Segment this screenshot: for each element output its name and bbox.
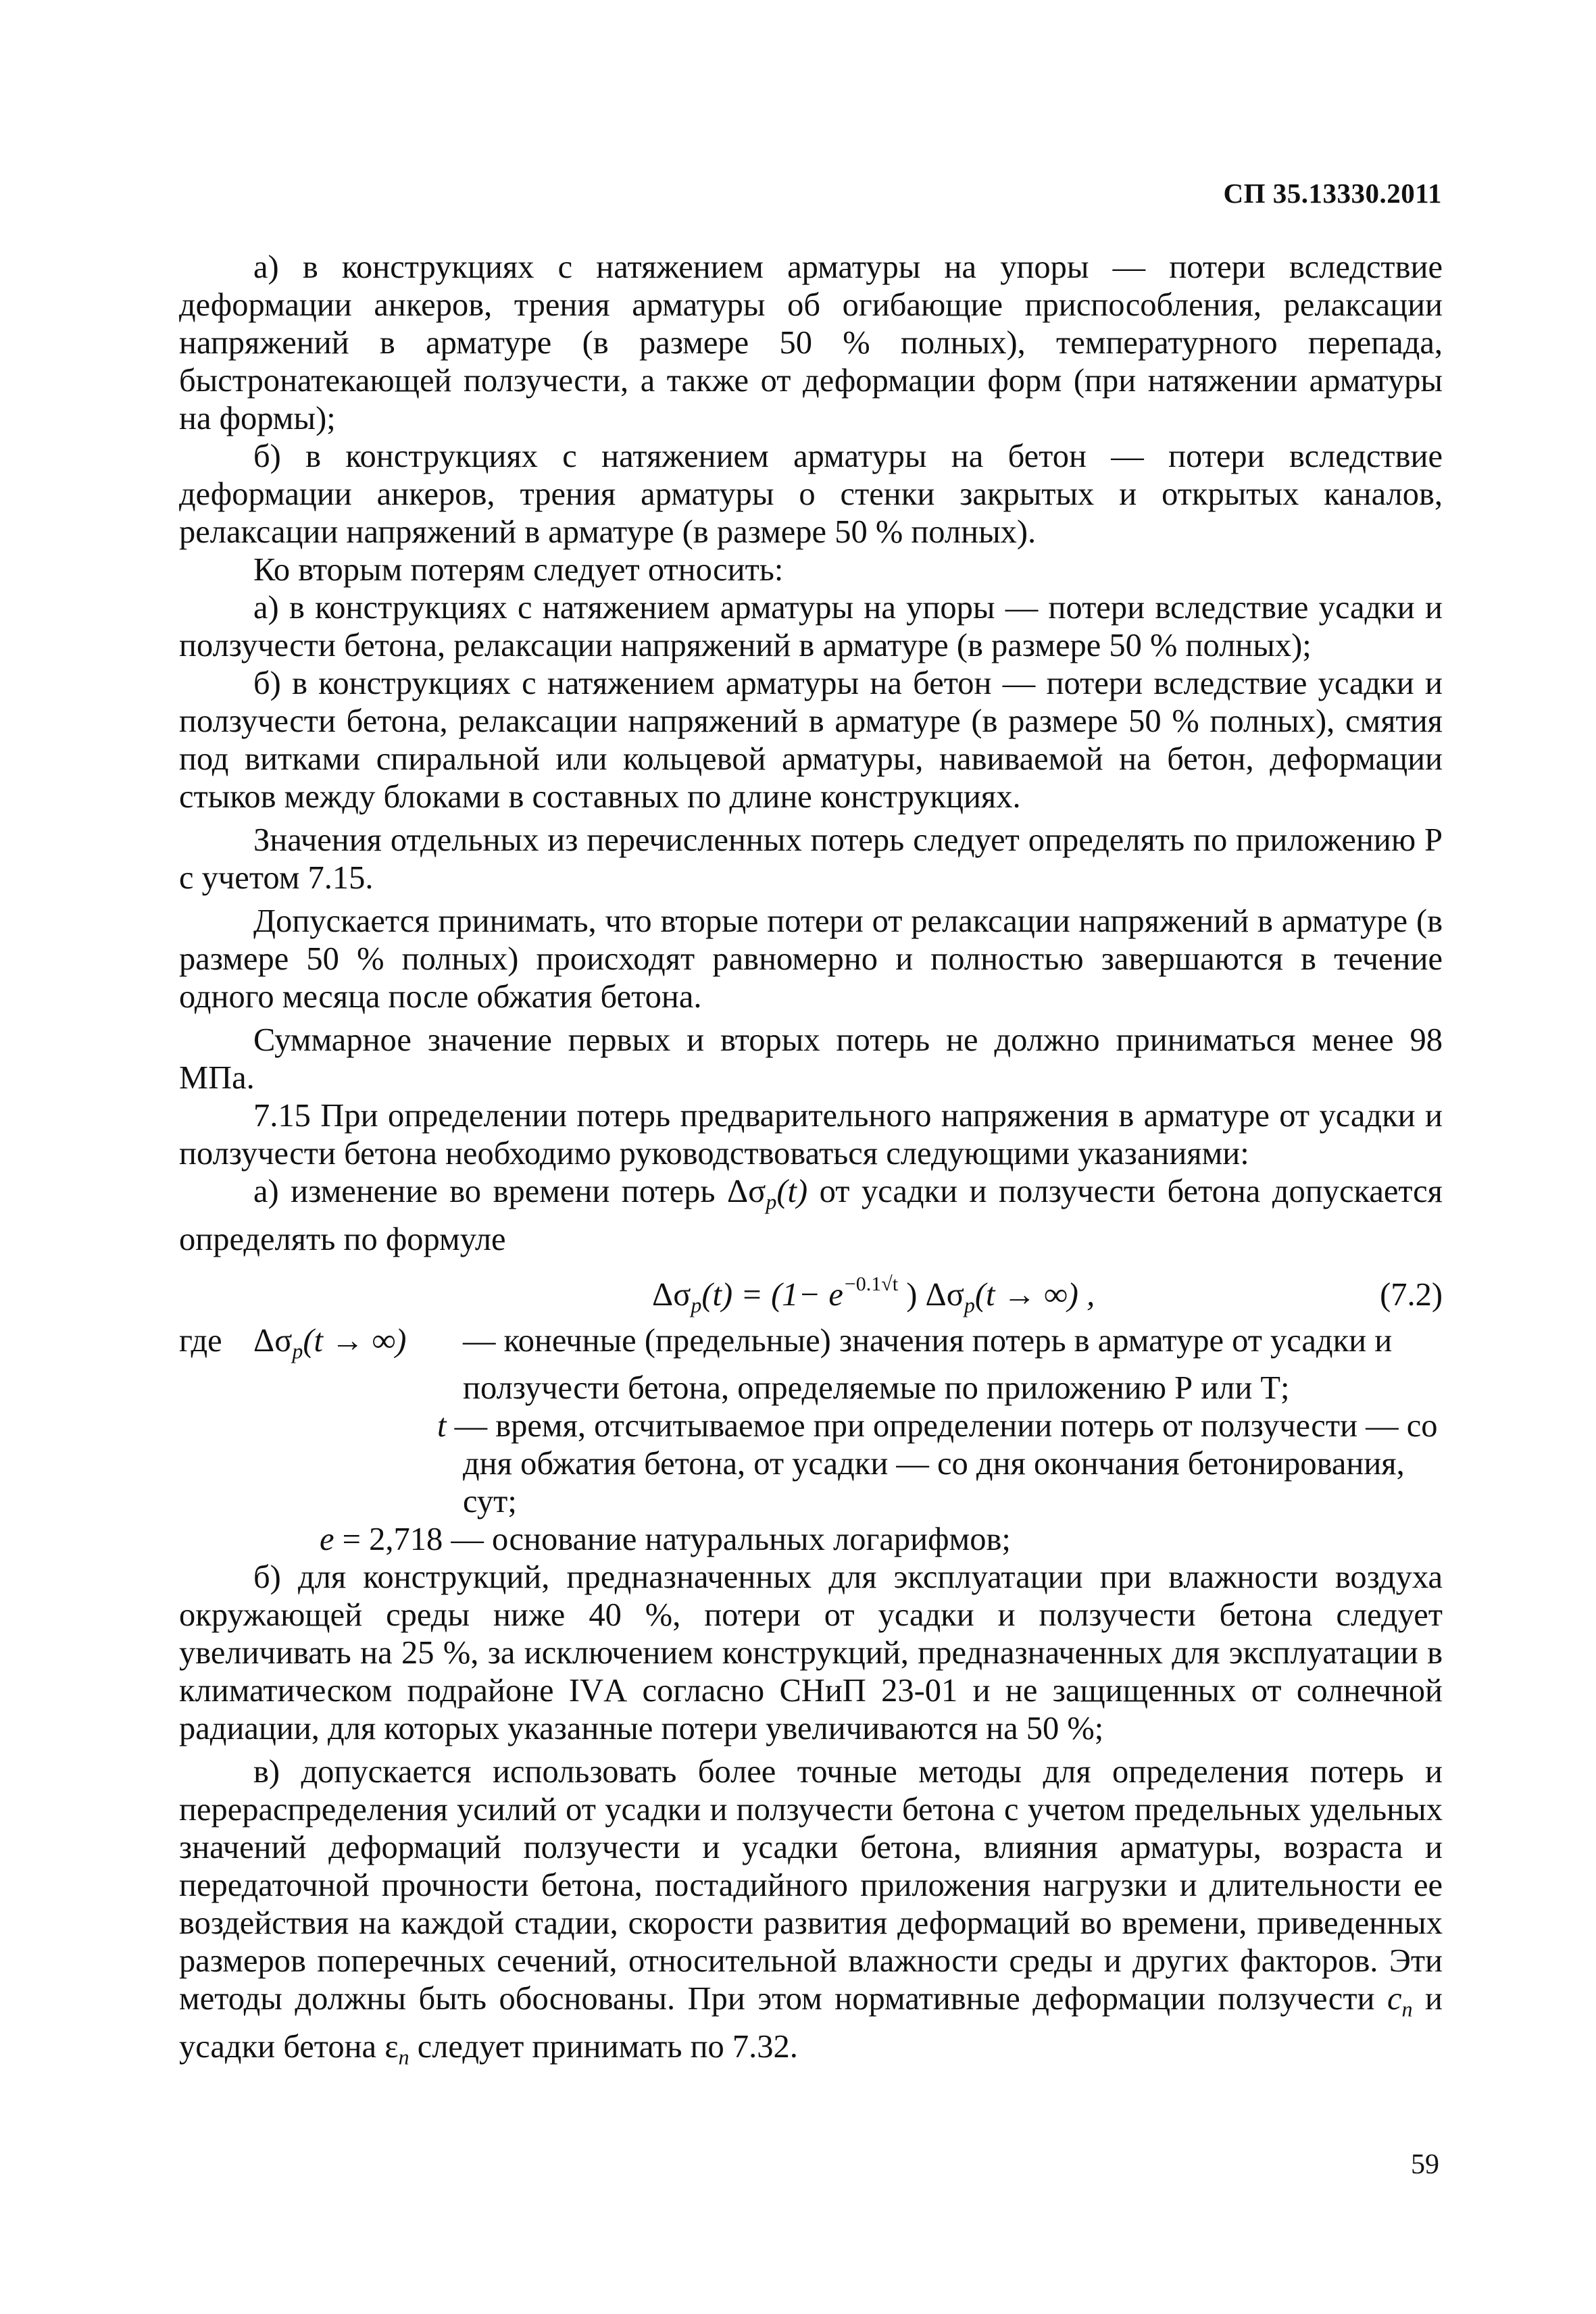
document-body (179, 249, 1443, 2076)
paragraph: б) в конструкциях с натяжением арматуры на бетон — потери вследствие усадки и ползучести бетона, релаксации напряжений в арматуре (в размере 50 % полных), смятия под витками спиральной или кольцевой арматуры, навиваемой на бетон, деформации стыков между блоками в составных по длине конструкциях. (179, 665, 1443, 815)
paragraph: б) для конструкций, предназначенных для эксплуатации при влажности воздуха окружающей среды ниже 40 %, потери от усадки и ползучести бетона следует увеличивать на 25 %, за исключением конструкций, предназначенных для эксплуатации в климатическом подрайоне IVА согласно СНиП 23-01 и не защищенных от солнечной радиации, для которых указанные потери увеличиваются на 50 %; (179, 1559, 1443, 1747)
paragraph: Суммарное значение первых и вторых потерь не должно приниматься менее 98 МПа. (179, 1022, 1443, 1096)
paragraph: в) допускается использовать более точные методы для определения потерь и перераспределения усилий от усадки и ползучести бетона с учетом предельных удельных значений деформаций ползучести и усадки бетона, влияния арматуры, возраста и передаточной прочности бетона, постадийного приложения нагрузки и длительности ее воздействия на каждой стадии, скорости развития деформаций во времени, приведенных размеров поперечных сечений, относительной влажности среды и других факторов. Эти методы должны быть обоснованы. При этом нормативные деформации ползучести $c_n$ и усадки бетона $\varepsilon_n$ следует принимать по 7.32. (179, 1754, 1443, 2069)
definition-item: t — время, отсчитываемое при определении потерь от ползучести — со (437, 1408, 1438, 1444)
definition-continuation: дня обжатия бетона, от усадки — со дня окончания бетонирования, сут; (463, 1446, 1405, 1520)
paragraph-formula-intro: а) изменение во времени потерь $\Delta\sigma_p(t)$ от усадки и ползучести бетона допускается определять по формуле (179, 1174, 1443, 1257)
paragraph: а) в конструкциях с натяжением арматуры на упоры — потери вследствие деформации анкеров, трения арматуры об огибающие приспособления, релаксации напряжений в арматуре (в размере 50 % полных), температурного перепада, быстронатекающей ползучести, а также от деформации форм (при натяжении арматуры на формы); (179, 249, 1443, 436)
formula-exponent: −0.1√t (844, 1272, 899, 1295)
paragraph: Допускается принимать, что вторые потери от релаксации напряжений в арматуре (в размере 50 % полных) происходят равномерно и полностью завершаются в течение одного месяца после обжатия бетона. (179, 903, 1443, 1015)
definition-continuation: ползучести бетона, определяемые по приложению Р или Т; (463, 1370, 1290, 1407)
document-code: СП 35.13330.2011 (1223, 178, 1442, 209)
paragraph: Значения отдельных из перечисленных потерь следует определять по приложению Р с учетом 7.15. (179, 822, 1443, 896)
formula-7-2: $\Delta\sigma_p(t) = (1- e^{-0.1√t}$ ) $\Delta\sigma_p(t$ → ∞) , (652, 1272, 1095, 1317)
definition-item: e = 2,718 — основание натуральных логарифмов; (320, 1521, 1011, 1558)
paragraph: 7.15 При определении потерь предварительного напряжения в арматуре от усадки и ползучести бетона необходимо руководствоваться следующими указаниями: (179, 1098, 1443, 1172)
page-number: 59 (1411, 2149, 1439, 2180)
paragraph: Ко вторым потерям следует относить: (253, 552, 784, 588)
paragraph: а) в конструкциях с натяжением арматуры на упоры — потери вследствие усадки и ползучести бетона, релаксации напряжений в арматуре (в размере 50 % полных); (179, 590, 1443, 663)
equation-number: (7.2) (1380, 1276, 1443, 1313)
definitions-list (179, 1322, 1443, 1559)
paragraph: б) в конструкциях с натяжением арматуры на бетон — потери вследствие деформации анкеров, трения арматуры о стенки закрытых и открытых каналов, релаксации напряжений в арматуре (в размере 50 % полных). (179, 438, 1443, 550)
definition-item: где $\Delta\sigma_p(t$ → ∞) — конечные (предельные) значения потерь в арматуре от усадки и (179, 1322, 1393, 1363)
formula-row (179, 1267, 1443, 1319)
